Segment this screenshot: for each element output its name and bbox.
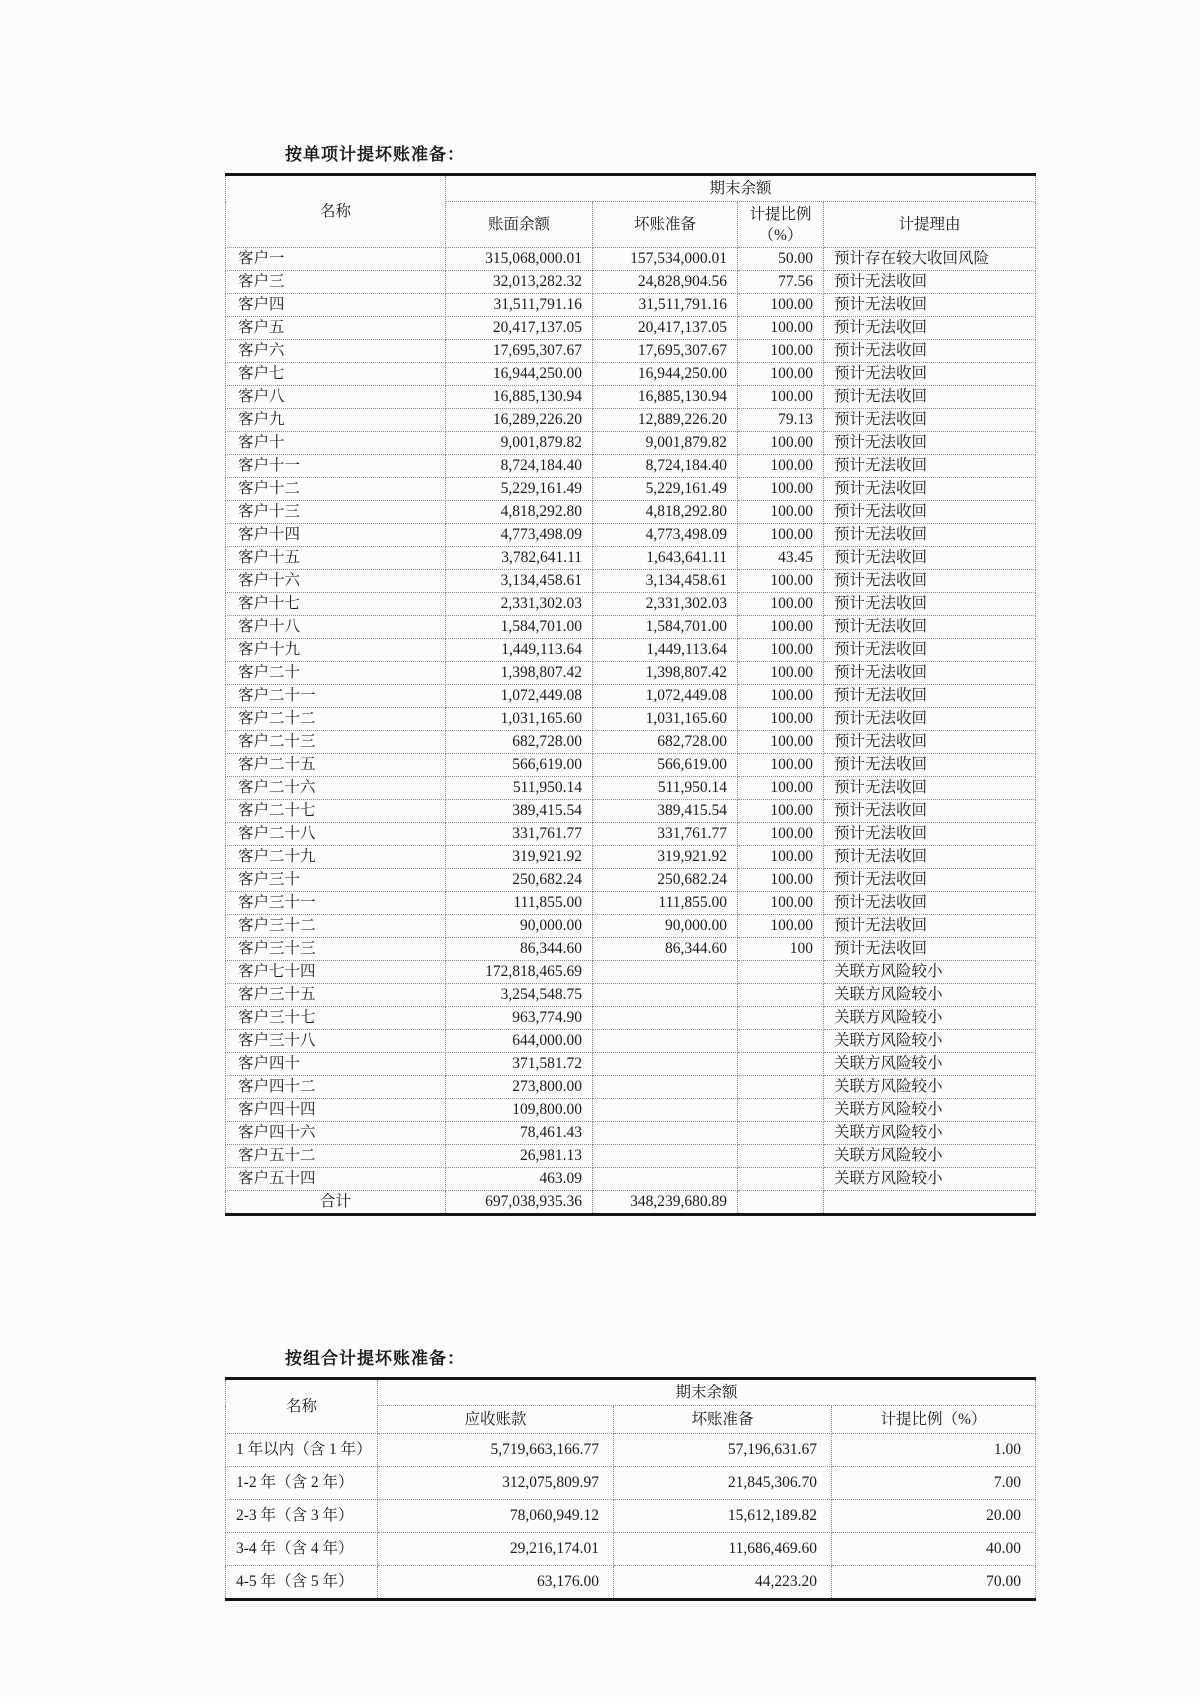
cell-bad-debt-provision: 1,584,701.00 xyxy=(593,616,738,639)
cell-provision-reason: 预计无法收回 xyxy=(824,501,1036,524)
cell-customer-name: 客户四 xyxy=(226,294,446,317)
table-row xyxy=(226,1168,1036,1191)
header-provision-ratio: 计提比例（%） xyxy=(832,1406,1036,1434)
cell-bad-debt-provision: 9,001,879.82 xyxy=(593,432,738,455)
cell-bad-debt-provision xyxy=(593,1122,738,1145)
cell-bad-debt-provision: 16,944,250.00 xyxy=(593,363,738,386)
cell-provision-reason: 关联方风险较小 xyxy=(824,1076,1036,1099)
cell-book-balance: 90,000.00 xyxy=(446,915,593,938)
cell-customer-name: 客户十四 xyxy=(226,524,446,547)
cell-book-balance: 17,695,307.67 xyxy=(446,340,593,363)
cell-provision-ratio xyxy=(738,1145,824,1168)
cell-provision-ratio: 100.00 xyxy=(738,501,824,524)
cell-book-balance: 78,461.43 xyxy=(446,1122,593,1145)
cell-book-balance: 1,398,807.42 xyxy=(446,662,593,685)
cell-provision-ratio: 100.00 xyxy=(738,823,824,846)
cell-bad-debt-provision: 511,950.14 xyxy=(593,777,738,800)
table-row xyxy=(226,294,1036,317)
cell-accounts-receivable: 312,075,809.97 xyxy=(378,1467,614,1500)
cell-accounts-receivable: 63,176.00 xyxy=(378,1566,614,1600)
header-bad-debt-provision: 坏账准备 xyxy=(614,1406,832,1434)
cell-bad-debt-provision: 12,889,226.20 xyxy=(593,409,738,432)
cell-bad-debt-provision: 5,229,161.49 xyxy=(593,478,738,501)
total-provision-reason xyxy=(824,1191,1036,1215)
cell-provision-reason: 关联方风险较小 xyxy=(824,1053,1036,1076)
cell-provision-reason: 预计无法收回 xyxy=(824,432,1036,455)
cell-provision-ratio: 100.00 xyxy=(738,685,824,708)
header-provision-ratio xyxy=(738,202,824,248)
cell-provision-ratio: 100.00 xyxy=(738,915,824,938)
cell-provision-reason: 预计无法收回 xyxy=(824,869,1036,892)
table-row xyxy=(226,248,1036,271)
table-row xyxy=(226,1467,1036,1500)
cell-customer-name: 客户二十 xyxy=(226,662,446,685)
cell-book-balance: 371,581.72 xyxy=(446,1053,593,1076)
cell-customer-name: 客户十五 xyxy=(226,547,446,570)
cell-bad-debt-provision: 15,612,189.82 xyxy=(614,1500,832,1533)
cell-provision-ratio: 100.00 xyxy=(738,754,824,777)
cell-provision-ratio: 100.00 xyxy=(738,317,824,340)
cell-customer-name: 客户十三 xyxy=(226,501,446,524)
header-name: 名称 xyxy=(226,175,446,248)
cell-customer-name: 客户五十二 xyxy=(226,1145,446,1168)
header-provision-ratio-line2: （%） xyxy=(758,226,803,244)
cell-bad-debt-provision: 8,724,184.40 xyxy=(593,455,738,478)
table-row xyxy=(226,1007,1036,1030)
cell-customer-name: 客户二十七 xyxy=(226,800,446,823)
cell-provision-ratio: 100.00 xyxy=(738,478,824,501)
cell-bad-debt-provision: 4,818,292.80 xyxy=(593,501,738,524)
cell-provision-reason: 预计无法收回 xyxy=(824,455,1036,478)
cell-bad-debt-provision xyxy=(593,1007,738,1030)
cell-book-balance: 3,782,641.11 xyxy=(446,547,593,570)
table-row xyxy=(226,777,1036,800)
cell-provision-ratio: 100.00 xyxy=(738,777,824,800)
cell-provision-ratio xyxy=(738,961,824,984)
cell-customer-name: 客户三十七 xyxy=(226,1007,446,1030)
cell-provision-ratio: 40.00 xyxy=(832,1533,1036,1566)
cell-book-balance: 644,000.00 xyxy=(446,1030,593,1053)
cell-customer-name: 客户十 xyxy=(226,432,446,455)
table-row xyxy=(226,547,1036,570)
cell-bad-debt-provision: 86,344.60 xyxy=(593,938,738,961)
table-row xyxy=(226,1533,1036,1566)
cell-provision-ratio: 100 xyxy=(738,938,824,961)
table-row xyxy=(226,685,1036,708)
table-row xyxy=(226,1566,1036,1600)
cell-provision-ratio: 100.00 xyxy=(738,869,824,892)
cell-book-balance: 273,800.00 xyxy=(446,1076,593,1099)
cell-provision-reason: 预计无法收回 xyxy=(824,593,1036,616)
cell-provision-reason: 预计无法收回 xyxy=(824,915,1036,938)
table-row xyxy=(226,501,1036,524)
cell-book-balance: 26,981.13 xyxy=(446,1145,593,1168)
cell-bad-debt-provision: 24,828,904.56 xyxy=(593,271,738,294)
cell-provision-ratio: 50.00 xyxy=(738,248,824,271)
cell-provision-ratio: 100.00 xyxy=(738,593,824,616)
cell-provision-reason: 预计无法收回 xyxy=(824,340,1036,363)
cell-book-balance: 4,818,292.80 xyxy=(446,501,593,524)
cell-provision-reason: 预计无法收回 xyxy=(824,754,1036,777)
table-row xyxy=(226,1500,1036,1533)
cell-provision-ratio: 100.00 xyxy=(738,340,824,363)
cell-customer-name: 客户十七 xyxy=(226,593,446,616)
cell-provision-ratio xyxy=(738,1030,824,1053)
cell-customer-name: 客户二十五 xyxy=(226,754,446,777)
cell-book-balance: 331,761.77 xyxy=(446,823,593,846)
cell-aging-name: 1 年以内（含 1 年） xyxy=(226,1434,378,1467)
cell-provision-ratio xyxy=(738,1122,824,1145)
cell-provision-ratio: 100.00 xyxy=(738,363,824,386)
cell-book-balance: 16,944,250.00 xyxy=(446,363,593,386)
cell-bad-debt-provision: 2,331,302.03 xyxy=(593,593,738,616)
cell-customer-name: 客户三十一 xyxy=(226,892,446,915)
cell-bad-debt-provision: 157,534,000.01 xyxy=(593,248,738,271)
cell-book-balance: 1,072,449.08 xyxy=(446,685,593,708)
cell-customer-name: 客户十八 xyxy=(226,616,446,639)
cell-bad-debt-provision: 566,619.00 xyxy=(593,754,738,777)
table-row xyxy=(226,754,1036,777)
header-provision-reason: 计提理由 xyxy=(824,202,1036,248)
cell-book-balance: 511,950.14 xyxy=(446,777,593,800)
cell-provision-reason: 预计无法收回 xyxy=(824,823,1036,846)
header-provision-ratio-line1: 计提比例 xyxy=(749,205,812,223)
table-row xyxy=(226,938,1036,961)
cell-bad-debt-provision xyxy=(593,1053,738,1076)
table-row xyxy=(226,869,1036,892)
table-row xyxy=(226,731,1036,754)
table-row xyxy=(226,892,1036,915)
cell-provision-ratio: 79.13 xyxy=(738,409,824,432)
cell-book-balance: 2,331,302.03 xyxy=(446,593,593,616)
cell-provision-ratio: 100.00 xyxy=(738,524,824,547)
individual-table-header xyxy=(226,175,1036,248)
cell-provision-reason: 预计无法收回 xyxy=(824,639,1036,662)
cell-provision-ratio: 100.00 xyxy=(738,731,824,754)
cell-bad-debt-provision: 1,449,113.64 xyxy=(593,639,738,662)
cell-accounts-receivable: 5,719,663,166.77 xyxy=(378,1434,614,1467)
table-row xyxy=(226,662,1036,685)
table-row xyxy=(226,593,1036,616)
table-row xyxy=(226,386,1036,409)
cell-customer-name: 客户二十八 xyxy=(226,823,446,846)
cell-bad-debt-provision: 21,845,306.70 xyxy=(614,1467,832,1500)
cell-provision-ratio: 100.00 xyxy=(738,455,824,478)
table-row xyxy=(226,1122,1036,1145)
cell-customer-name: 客户四十四 xyxy=(226,1099,446,1122)
table-row xyxy=(226,478,1036,501)
cell-book-balance: 9,001,879.82 xyxy=(446,432,593,455)
cell-provision-reason: 关联方风险较小 xyxy=(824,1145,1036,1168)
cell-bad-debt-provision: 389,415.54 xyxy=(593,800,738,823)
cell-provision-ratio: 100.00 xyxy=(738,892,824,915)
cell-book-balance: 1,584,701.00 xyxy=(446,616,593,639)
cell-provision-reason: 预计无法收回 xyxy=(824,478,1036,501)
cell-book-balance: 32,013,282.32 xyxy=(446,271,593,294)
cell-provision-ratio: 100.00 xyxy=(738,432,824,455)
cell-provision-ratio xyxy=(738,1099,824,1122)
cell-customer-name: 客户二十三 xyxy=(226,731,446,754)
cell-provision-reason: 预计无法收回 xyxy=(824,271,1036,294)
cell-customer-name: 客户十六 xyxy=(226,570,446,593)
header-period-end-balance: 期末余额 xyxy=(446,175,1036,202)
cell-bad-debt-provision xyxy=(593,961,738,984)
cell-customer-name: 客户十九 xyxy=(226,639,446,662)
cell-bad-debt-provision: 1,643,641.11 xyxy=(593,547,738,570)
cell-provision-reason: 预计无法收回 xyxy=(824,570,1036,593)
cell-accounts-receivable: 78,060,949.12 xyxy=(378,1500,614,1533)
table-row xyxy=(226,639,1036,662)
cell-provision-reason: 预计无法收回 xyxy=(824,317,1036,340)
cell-provision-ratio: 100.00 xyxy=(738,570,824,593)
individual-provision-title: 按单项计提坏账准备： xyxy=(285,145,465,164)
cell-bad-debt-provision: 44,223.20 xyxy=(614,1566,832,1600)
cell-provision-reason: 预计无法收回 xyxy=(824,524,1036,547)
cell-provision-ratio: 43.45 xyxy=(738,547,824,570)
cell-bad-debt-provision xyxy=(593,1030,738,1053)
cell-bad-debt-provision: 111,855.00 xyxy=(593,892,738,915)
cell-provision-reason: 预计无法收回 xyxy=(824,892,1036,915)
cell-provision-ratio xyxy=(738,1076,824,1099)
cell-provision-reason: 预计无法收回 xyxy=(824,409,1036,432)
table-row xyxy=(226,317,1036,340)
table-row xyxy=(226,409,1036,432)
cell-provision-reason: 预计无法收回 xyxy=(824,616,1036,639)
portfolio-provision-table xyxy=(225,1377,1036,1601)
table-row xyxy=(226,570,1036,593)
cell-customer-name: 客户三十八 xyxy=(226,1030,446,1053)
cell-customer-name: 客户二十六 xyxy=(226,777,446,800)
table-row xyxy=(226,1145,1036,1168)
cell-provision-ratio: 1.00 xyxy=(832,1434,1036,1467)
cell-bad-debt-provision: 1,072,449.08 xyxy=(593,685,738,708)
cell-provision-ratio xyxy=(738,1168,824,1191)
cell-book-balance: 20,417,137.05 xyxy=(446,317,593,340)
cell-customer-name: 客户三十 xyxy=(226,869,446,892)
cell-bad-debt-provision: 1,398,807.42 xyxy=(593,662,738,685)
cell-provision-ratio xyxy=(738,1053,824,1076)
table-row xyxy=(226,432,1036,455)
cell-bad-debt-provision: 4,773,498.09 xyxy=(593,524,738,547)
cell-bad-debt-provision: 682,728.00 xyxy=(593,731,738,754)
table-row xyxy=(226,961,1036,984)
cell-book-balance: 315,068,000.01 xyxy=(446,248,593,271)
header-period-end-balance: 期末余额 xyxy=(378,1379,1036,1406)
cell-bad-debt-provision: 20,417,137.05 xyxy=(593,317,738,340)
cell-bad-debt-provision: 331,761.77 xyxy=(593,823,738,846)
cell-bad-debt-provision: 319,921.92 xyxy=(593,846,738,869)
cell-book-balance: 16,289,226.20 xyxy=(446,409,593,432)
cell-aging-name: 2-3 年（含 3 年） xyxy=(226,1500,378,1533)
table-row xyxy=(226,340,1036,363)
cell-provision-ratio: 100.00 xyxy=(738,846,824,869)
cell-provision-ratio: 100.00 xyxy=(738,616,824,639)
cell-bad-debt-provision: 31,511,791.16 xyxy=(593,294,738,317)
cell-provision-ratio: 100.00 xyxy=(738,662,824,685)
cell-book-balance: 86,344.60 xyxy=(446,938,593,961)
cell-provision-reason: 预计无法收回 xyxy=(824,731,1036,754)
table-row xyxy=(226,915,1036,938)
cell-aging-name: 4-5 年（含 5 年） xyxy=(226,1566,378,1600)
table-row xyxy=(226,846,1036,869)
cell-provision-reason: 预计无法收回 xyxy=(824,294,1036,317)
total-provision-ratio xyxy=(738,1191,824,1215)
cell-provision-ratio: 100.00 xyxy=(738,800,824,823)
cell-bad-debt-provision: 57,196,631.67 xyxy=(614,1434,832,1467)
cell-book-balance: 319,921.92 xyxy=(446,846,593,869)
cell-customer-name: 客户二十二 xyxy=(226,708,446,731)
cell-book-balance: 3,134,458.61 xyxy=(446,570,593,593)
cell-customer-name: 客户二十九 xyxy=(226,846,446,869)
cell-book-balance: 8,724,184.40 xyxy=(446,455,593,478)
cell-customer-name: 客户三十五 xyxy=(226,984,446,1007)
cell-provision-ratio: 100.00 xyxy=(738,294,824,317)
cell-provision-reason: 预计无法收回 xyxy=(824,363,1036,386)
cell-customer-name: 客户八 xyxy=(226,386,446,409)
table-row xyxy=(226,271,1036,294)
total-row xyxy=(226,1191,1036,1215)
cell-provision-ratio: 100.00 xyxy=(738,386,824,409)
cell-customer-name: 客户二十一 xyxy=(226,685,446,708)
cell-book-balance: 389,415.54 xyxy=(446,800,593,823)
table-row xyxy=(226,1053,1036,1076)
total-book-balance: 697,038,935.36 xyxy=(446,1191,593,1215)
table-row xyxy=(226,984,1036,1007)
cell-bad-debt-provision xyxy=(593,984,738,1007)
cell-book-balance: 566,619.00 xyxy=(446,754,593,777)
table-row xyxy=(226,524,1036,547)
cell-customer-name: 客户七十四 xyxy=(226,961,446,984)
table-row xyxy=(226,616,1036,639)
cell-provision-reason: 预计无法收回 xyxy=(824,547,1036,570)
cell-provision-reason: 预计无法收回 xyxy=(824,777,1036,800)
cell-bad-debt-provision: 3,134,458.61 xyxy=(593,570,738,593)
header-accounts-receivable: 应收账款 xyxy=(378,1406,614,1434)
cell-accounts-receivable: 29,216,174.01 xyxy=(378,1533,614,1566)
cell-customer-name: 客户五 xyxy=(226,317,446,340)
cell-provision-reason: 关联方风险较小 xyxy=(824,1099,1036,1122)
cell-provision-reason: 预计无法收回 xyxy=(824,662,1036,685)
cell-bad-debt-provision: 250,682.24 xyxy=(593,869,738,892)
table-row xyxy=(226,1099,1036,1122)
header-book-balance: 账面余额 xyxy=(446,202,593,248)
table-row xyxy=(226,1434,1036,1467)
cell-provision-reason: 预计无法收回 xyxy=(824,685,1036,708)
cell-provision-ratio: 100.00 xyxy=(738,708,824,731)
cell-provision-reason: 关联方风险较小 xyxy=(824,1030,1036,1053)
table-row xyxy=(226,708,1036,731)
cell-provision-reason: 预计存在较大收回风险 xyxy=(824,248,1036,271)
cell-bad-debt-provision: 11,686,469.60 xyxy=(614,1533,832,1566)
cell-bad-debt-provision xyxy=(593,1076,738,1099)
total-label: 合计 xyxy=(226,1191,446,1215)
cell-bad-debt-provision: 16,885,130.94 xyxy=(593,386,738,409)
cell-aging-name: 1-2 年（含 2 年） xyxy=(226,1467,378,1500)
table-row xyxy=(226,800,1036,823)
cell-customer-name: 客户十一 xyxy=(226,455,446,478)
cell-book-balance: 3,254,548.75 xyxy=(446,984,593,1007)
cell-book-balance: 172,818,465.69 xyxy=(446,961,593,984)
total-bad-debt-provision: 348,239,680.89 xyxy=(593,1191,738,1215)
cell-provision-reason: 关联方风险较小 xyxy=(824,1007,1036,1030)
table-row xyxy=(226,823,1036,846)
cell-provision-ratio: 70.00 xyxy=(832,1566,1036,1600)
cell-provision-ratio xyxy=(738,1007,824,1030)
cell-customer-name: 客户三十三 xyxy=(226,938,446,961)
cell-bad-debt-provision xyxy=(593,1099,738,1122)
cell-customer-name: 客户九 xyxy=(226,409,446,432)
cell-provision-ratio: 7.00 xyxy=(832,1467,1036,1500)
cell-customer-name: 客户三十二 xyxy=(226,915,446,938)
cell-book-balance: 463.09 xyxy=(446,1168,593,1191)
cell-book-balance: 111,855.00 xyxy=(446,892,593,915)
cell-provision-ratio xyxy=(738,984,824,1007)
table-row xyxy=(226,455,1036,478)
cell-provision-reason: 预计无法收回 xyxy=(824,386,1036,409)
cell-provision-ratio: 20.00 xyxy=(832,1500,1036,1533)
cell-book-balance: 4,773,498.09 xyxy=(446,524,593,547)
cell-book-balance: 1,449,113.64 xyxy=(446,639,593,662)
cell-book-balance: 5,229,161.49 xyxy=(446,478,593,501)
cell-bad-debt-provision xyxy=(593,1168,738,1191)
cell-provision-reason: 预计无法收回 xyxy=(824,846,1036,869)
table-row xyxy=(226,1076,1036,1099)
cell-provision-reason: 关联方风险较小 xyxy=(824,1122,1036,1145)
cell-provision-reason: 预计无法收回 xyxy=(824,938,1036,961)
cell-customer-name: 客户十二 xyxy=(226,478,446,501)
cell-book-balance: 250,682.24 xyxy=(446,869,593,892)
table-row xyxy=(226,363,1036,386)
individual-provision-table xyxy=(225,173,1036,1216)
header-bad-debt-provision: 坏账准备 xyxy=(593,202,738,248)
cell-provision-reason: 关联方风险较小 xyxy=(824,984,1036,1007)
cell-provision-reason: 预计无法收回 xyxy=(824,800,1036,823)
cell-provision-reason: 关联方风险较小 xyxy=(824,961,1036,984)
cell-book-balance: 682,728.00 xyxy=(446,731,593,754)
header-name: 名称 xyxy=(226,1379,378,1434)
cell-customer-name: 客户四十二 xyxy=(226,1076,446,1099)
portfolio-provision-title: 按组合计提坏账准备： xyxy=(285,1349,465,1368)
cell-customer-name: 客户四十 xyxy=(226,1053,446,1076)
cell-customer-name: 客户五十四 xyxy=(226,1168,446,1191)
cell-customer-name: 客户六 xyxy=(226,340,446,363)
cell-provision-ratio: 77.56 xyxy=(738,271,824,294)
cell-book-balance: 109,800.00 xyxy=(446,1099,593,1122)
cell-book-balance: 31,511,791.16 xyxy=(446,294,593,317)
cell-provision-reason: 关联方风险较小 xyxy=(824,1168,1036,1191)
cell-bad-debt-provision xyxy=(593,1145,738,1168)
cell-provision-reason: 预计无法收回 xyxy=(824,708,1036,731)
cell-customer-name: 客户四十六 xyxy=(226,1122,446,1145)
cell-bad-debt-provision: 1,031,165.60 xyxy=(593,708,738,731)
cell-book-balance: 16,885,130.94 xyxy=(446,386,593,409)
cell-customer-name: 客户七 xyxy=(226,363,446,386)
cell-aging-name: 3-4 年（含 4 年） xyxy=(226,1533,378,1566)
cell-bad-debt-provision: 17,695,307.67 xyxy=(593,340,738,363)
portfolio-table-header xyxy=(226,1379,1036,1434)
cell-book-balance: 963,774.90 xyxy=(446,1007,593,1030)
cell-customer-name: 客户三 xyxy=(226,271,446,294)
cell-customer-name: 客户一 xyxy=(226,248,446,271)
cell-bad-debt-provision: 90,000.00 xyxy=(593,915,738,938)
cell-provision-ratio: 100.00 xyxy=(738,639,824,662)
cell-book-balance: 1,031,165.60 xyxy=(446,708,593,731)
table-row xyxy=(226,1030,1036,1053)
